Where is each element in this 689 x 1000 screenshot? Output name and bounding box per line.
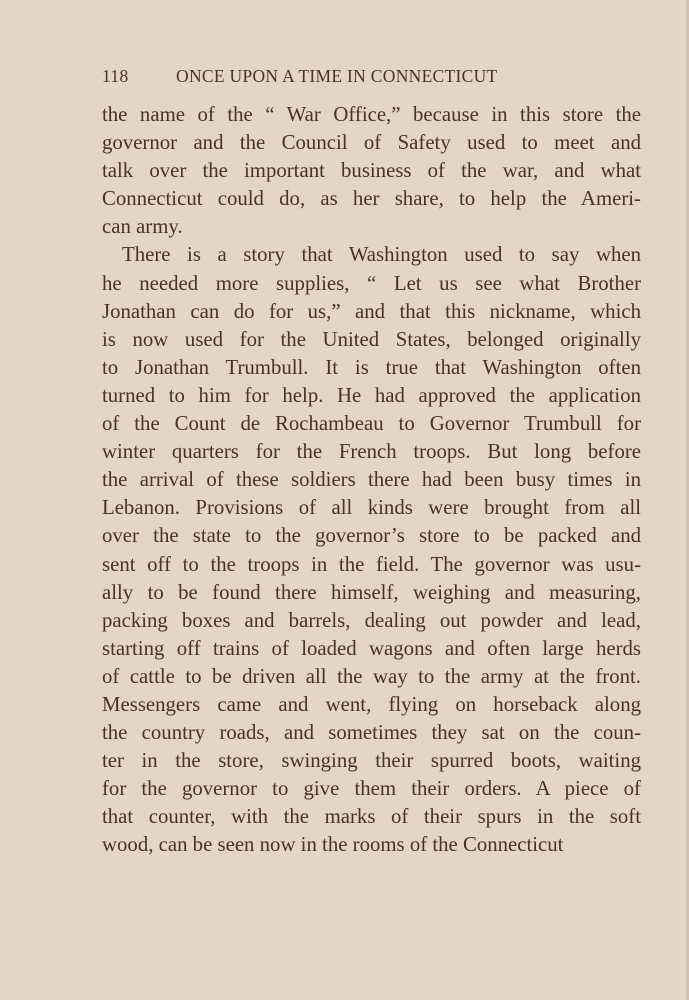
text-line: winter quarters for the French troops. But long before bbox=[102, 440, 641, 464]
text-line: Lebanon. Provisions of all kinds were brought from all bbox=[102, 496, 641, 520]
body-text bbox=[102, 101, 641, 860]
running-title: ONCE UPON A TIME IN CONNECTICUT bbox=[176, 66, 498, 86]
text-line: of cattle to be driven all the way to the army at the front. bbox=[102, 664, 641, 688]
text-line: for the governor to give them their orders. A piece of bbox=[102, 777, 641, 801]
text-line: that counter, with the marks of their spurs in the soft bbox=[102, 805, 641, 829]
text-line: turned to him for help. He had approved the application bbox=[102, 383, 641, 407]
page-number: 118 bbox=[102, 66, 129, 86]
text-line: he needed more supplies, “ Let us see what Brother bbox=[102, 271, 641, 295]
text-line: governor and the Council of Safety used to meet and bbox=[102, 131, 641, 155]
text-line: Jonathan can do for us,” and that this nickname, which bbox=[102, 299, 641, 323]
text-line: the country roads, and sometimes they sat on the coun- bbox=[102, 721, 641, 745]
text-line: wood, can be seen now in the rooms of the Connecticut bbox=[102, 833, 564, 857]
text-line: Messengers came and went, flying on horseback along bbox=[102, 692, 641, 716]
text-line: There is a story that Washington used to say when bbox=[122, 243, 641, 267]
text-line: the arrival of these soldiers there had been busy times in bbox=[102, 468, 641, 492]
text-line: over the state to the governor’s store to be packed and bbox=[102, 524, 641, 548]
text-line: is now used for the United States, belonged originally bbox=[102, 327, 641, 351]
text-line: ally to be found there himself, weighing and measuring, bbox=[102, 580, 641, 604]
text-line: starting off trains of loaded wagons and often large herds bbox=[102, 636, 641, 660]
text-line: of the Count de Rochambeau to Governor Trumbull for bbox=[102, 412, 641, 436]
text-line: packing boxes and barrels, dealing out powder and lead, bbox=[102, 608, 641, 632]
text-line: Connecticut could do, as her share, to help the Ameri- bbox=[102, 187, 641, 211]
text-line: sent off to the troops in the field. The governor was usu- bbox=[102, 552, 641, 576]
text-line: talk over the important business of the war, and what bbox=[102, 159, 641, 183]
text-line: can army. bbox=[102, 215, 183, 239]
text-line: to Jonathan Trumbull. It is true that Washington often bbox=[102, 355, 641, 379]
text-line: ter in the store, swinging their spurred boots, waiting bbox=[102, 749, 641, 773]
text-line: the name of the “ War Office,” because in this store the bbox=[102, 103, 641, 126]
